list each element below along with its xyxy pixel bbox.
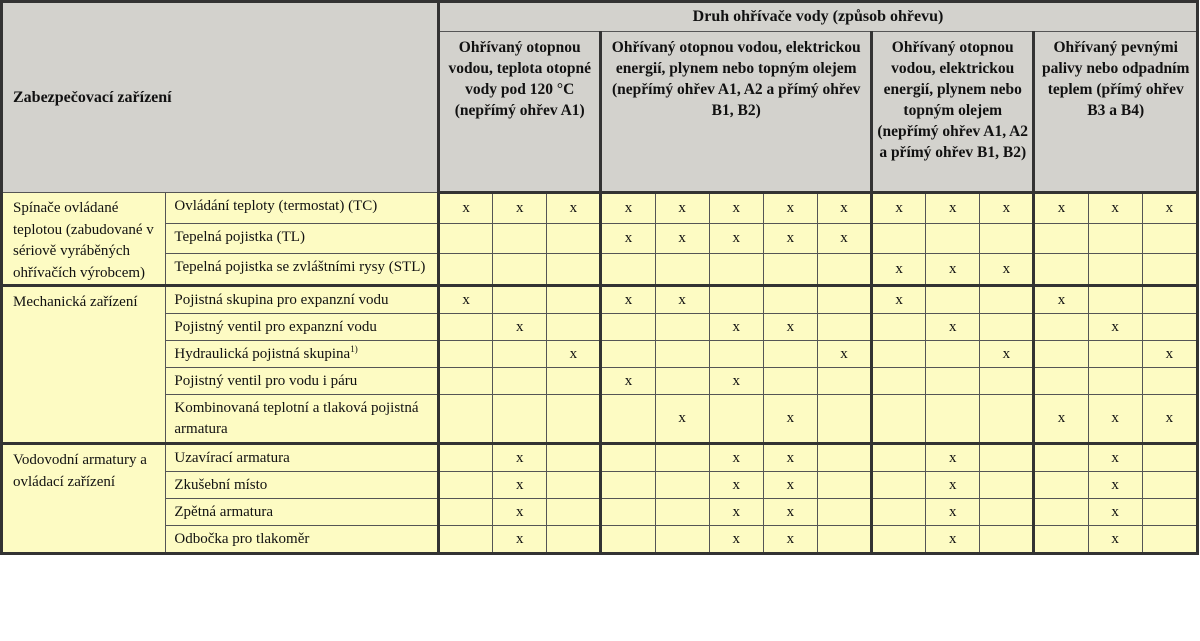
mark-cell: x [709, 526, 763, 554]
device-label [166, 254, 439, 286]
mark-cell [709, 286, 763, 314]
device-label [166, 526, 439, 554]
mark-cell [1088, 368, 1142, 395]
device-label [166, 223, 439, 254]
mark-cell: x [493, 472, 547, 499]
mark-cell [763, 341, 817, 368]
mark-cell [817, 499, 871, 526]
mark-cell [926, 286, 980, 314]
mark-cell [1142, 286, 1197, 314]
mark-cell: x [709, 223, 763, 254]
mark-cell: x [926, 444, 980, 472]
mark-cell [980, 444, 1034, 472]
mark-cell: x [709, 368, 763, 395]
category-label: Vodovodní armatury a ovládací zařízení [2, 444, 166, 554]
mark-cell [655, 368, 709, 395]
mark-cell [547, 472, 601, 499]
mark-cell: x [1034, 193, 1088, 224]
mark-cell [872, 472, 926, 499]
mark-cell [1088, 341, 1142, 368]
mark-cell: x [709, 499, 763, 526]
mark-cell [547, 314, 601, 341]
table-row [2, 314, 1198, 341]
device-label [166, 368, 439, 395]
mark-cell: x [709, 193, 763, 224]
mark-cell [1034, 526, 1088, 554]
mark-cell [709, 395, 763, 444]
mark-cell: x [926, 472, 980, 499]
mark-cell [601, 526, 655, 554]
mark-cell [547, 286, 601, 314]
table-row [2, 193, 1198, 224]
mark-cell: x [926, 314, 980, 341]
mark-cell: x [709, 472, 763, 499]
mark-cell: x [1088, 193, 1142, 224]
mark-cell [980, 472, 1034, 499]
mark-cell [493, 368, 547, 395]
mark-cell: x [1034, 395, 1088, 444]
mark-cell: x [493, 526, 547, 554]
mark-cell [547, 526, 601, 554]
mark-cell [817, 254, 871, 286]
mark-cell [493, 286, 547, 314]
device-label [166, 444, 439, 472]
mark-cell [655, 526, 709, 554]
mark-cell [1034, 472, 1088, 499]
mark-cell [1034, 444, 1088, 472]
mark-cell [439, 368, 493, 395]
mark-cell: x [709, 314, 763, 341]
mark-cell [493, 223, 547, 254]
column-group-header: Ohřívaný otopnou vodou, elektrickou energií, plynem nebo topným olejem (nepřímý ohřev A1, A2 a přímý ohřev B1, B2) [601, 32, 872, 193]
table-row [2, 341, 1198, 368]
mark-cell [655, 472, 709, 499]
mark-cell [439, 341, 493, 368]
mark-cell: x [655, 193, 709, 224]
table-row [2, 286, 1198, 314]
mark-cell [1142, 368, 1197, 395]
mark-cell: x [926, 254, 980, 286]
mark-cell [980, 499, 1034, 526]
mark-cell [980, 286, 1034, 314]
table-row [2, 499, 1198, 526]
mark-cell: x [763, 314, 817, 341]
mark-cell: x [655, 286, 709, 314]
mark-cell [1142, 526, 1197, 554]
mark-cell [655, 341, 709, 368]
table-row [2, 526, 1198, 554]
mark-cell [1142, 254, 1197, 286]
mark-cell: x [439, 193, 493, 224]
device-label [166, 286, 439, 314]
column-group-header: Ohřívaný otopnou vodou, elektrickou energií, plynem nebo topným olejem (nepřímý ohřev A1, A2 a přímý ohřev B1, B2) [872, 32, 1034, 193]
device-label-text: Pojistná skupina pro expanzní vodu [174, 292, 389, 308]
mark-cell: x [601, 286, 655, 314]
mark-cell [980, 223, 1034, 254]
mark-cell: x [1142, 395, 1197, 444]
device-label-text: Zkušební místo [174, 477, 268, 493]
mark-cell: x [493, 499, 547, 526]
mark-cell: x [601, 193, 655, 224]
mark-cell [601, 314, 655, 341]
device-label [166, 395, 439, 444]
mark-cell [655, 314, 709, 341]
mark-cell: x [763, 193, 817, 224]
mark-cell [439, 395, 493, 444]
mark-cell [817, 444, 871, 472]
mark-cell [601, 444, 655, 472]
mark-cell [439, 526, 493, 554]
mark-cell [601, 341, 655, 368]
mark-cell [872, 526, 926, 554]
device-label [166, 193, 439, 224]
device-label-text: Zpětná armatura [174, 504, 274, 520]
device-label-text: Pojistný ventil pro vodu i páru [174, 373, 358, 389]
mark-cell [1142, 223, 1197, 254]
mark-cell [817, 472, 871, 499]
device-label [166, 472, 439, 499]
mark-cell: x [817, 223, 871, 254]
mark-cell [655, 499, 709, 526]
device-label-text: Kombinovaná teplotní a tlaková pojistná armatura [174, 400, 419, 437]
mark-cell [547, 444, 601, 472]
table-row [2, 444, 1198, 472]
mark-cell: x [817, 341, 871, 368]
mark-cell: x [763, 223, 817, 254]
mark-cell [926, 395, 980, 444]
mark-cell [926, 368, 980, 395]
mark-cell [872, 499, 926, 526]
mark-cell [926, 223, 980, 254]
mark-cell [872, 341, 926, 368]
mark-cell [763, 368, 817, 395]
mark-cell: x [872, 193, 926, 224]
mark-cell: x [493, 193, 547, 224]
device-label [166, 341, 439, 368]
mark-cell [817, 286, 871, 314]
mark-cell: x [1088, 395, 1142, 444]
mark-cell [980, 526, 1034, 554]
device-label-text: Ovládání teploty (termostat) (TC) [174, 198, 378, 214]
mark-cell [493, 341, 547, 368]
mark-cell [1034, 368, 1088, 395]
device-label [166, 314, 439, 341]
mark-cell [1088, 286, 1142, 314]
mark-cell [763, 286, 817, 314]
mark-cell: x [763, 499, 817, 526]
mark-cell: x [1088, 499, 1142, 526]
mark-cell [493, 395, 547, 444]
column-group-title: Druh ohřívače vody (způsob ohřevu) [439, 2, 1198, 32]
mark-cell [872, 223, 926, 254]
mark-cell: x [980, 254, 1034, 286]
device-label-text: Tepelná pojistka (TL) [174, 228, 305, 245]
mark-cell [1034, 341, 1088, 368]
mark-cell [655, 444, 709, 472]
mark-cell: x [655, 223, 709, 254]
mark-cell [655, 254, 709, 286]
mark-cell [1034, 223, 1088, 254]
mark-cell [439, 472, 493, 499]
mark-cell [1034, 254, 1088, 286]
mark-cell [872, 395, 926, 444]
mark-cell: x [763, 472, 817, 499]
category-label: Mechanická zařízení [2, 286, 166, 444]
mark-cell: x [763, 526, 817, 554]
mark-cell: x [439, 286, 493, 314]
mark-cell [709, 341, 763, 368]
mark-cell: x [1142, 341, 1197, 368]
mark-cell: x [926, 193, 980, 224]
table-row [2, 395, 1198, 444]
device-label-text: Uzavírací armatura [174, 450, 290, 466]
mark-cell: x [601, 368, 655, 395]
mark-cell: x [872, 286, 926, 314]
mark-cell: x [817, 193, 871, 224]
mark-cell: x [926, 499, 980, 526]
table-row [2, 223, 1198, 254]
mark-cell [547, 499, 601, 526]
device-label [166, 499, 439, 526]
mark-cell [439, 444, 493, 472]
mark-cell [547, 223, 601, 254]
mark-cell: x [1088, 472, 1142, 499]
mark-cell: x [493, 314, 547, 341]
device-label-text: Pojistný ventil pro expanzní vodu [174, 319, 377, 335]
mark-cell [872, 444, 926, 472]
table-row [2, 472, 1198, 499]
mark-cell [1034, 499, 1088, 526]
mark-cell [872, 368, 926, 395]
mark-cell [547, 254, 601, 286]
mark-cell [817, 368, 871, 395]
mark-cell: x [601, 223, 655, 254]
mark-cell [439, 314, 493, 341]
mark-cell: x [493, 444, 547, 472]
mark-cell: x [655, 395, 709, 444]
mark-cell [817, 314, 871, 341]
mark-cell: x [1088, 314, 1142, 341]
mark-cell: x [1088, 526, 1142, 554]
table-row [2, 254, 1198, 286]
footnote-marker: 1) [350, 344, 358, 354]
mark-cell [439, 254, 493, 286]
mark-cell [439, 223, 493, 254]
mark-cell: x [547, 341, 601, 368]
mark-cell: x [763, 395, 817, 444]
device-label-text: Tepelná pojistka se zvláštními rysy (STL) [174, 259, 426, 276]
device-label-text: Hydraulická pojistná skupina [174, 346, 351, 362]
mark-cell [1142, 444, 1197, 472]
mark-cell [439, 499, 493, 526]
category-label: Spínače ovládané teplotou (zabudované v sériově vyráběných ohřívačích výrobcem) [2, 193, 166, 286]
mark-cell [493, 254, 547, 286]
mark-cell [1142, 472, 1197, 499]
mark-cell: x [926, 526, 980, 554]
mark-cell [601, 395, 655, 444]
mark-cell [601, 472, 655, 499]
mark-cell [1142, 499, 1197, 526]
mark-cell [547, 395, 601, 444]
table-row [2, 368, 1198, 395]
mark-cell [872, 314, 926, 341]
mark-cell [980, 368, 1034, 395]
mark-cell: x [980, 341, 1034, 368]
mark-cell [547, 368, 601, 395]
mark-cell [1034, 314, 1088, 341]
mark-cell [1088, 223, 1142, 254]
mark-cell [601, 254, 655, 286]
mark-cell: x [1088, 444, 1142, 472]
mark-cell: x [1034, 286, 1088, 314]
column-group-header: Ohřívaný otopnou vodou, teplota otopné vody pod 120 °C (nepřímý ohřev A1) [439, 32, 601, 193]
mark-cell [817, 395, 871, 444]
mark-cell: x [980, 193, 1034, 224]
mark-cell: x [547, 193, 601, 224]
mark-cell [817, 526, 871, 554]
mark-cell [980, 395, 1034, 444]
mark-cell [1142, 314, 1197, 341]
row-header-label: Zabezpečovací zařízení [2, 2, 439, 193]
mark-cell: x [763, 444, 817, 472]
mark-cell [709, 254, 763, 286]
mark-cell [980, 314, 1034, 341]
device-label-text: Odbočka pro tlakoměr [174, 531, 310, 547]
mark-cell [763, 254, 817, 286]
mark-cell: x [709, 444, 763, 472]
mark-cell [1088, 254, 1142, 286]
mark-cell [601, 499, 655, 526]
mark-cell: x [872, 254, 926, 286]
mark-cell: x [1142, 193, 1197, 224]
mark-cell [926, 341, 980, 368]
column-group-header: Ohřívaný pevnými palivy nebo odpadním teplem (přímý ohřev B3 a B4) [1034, 32, 1198, 193]
